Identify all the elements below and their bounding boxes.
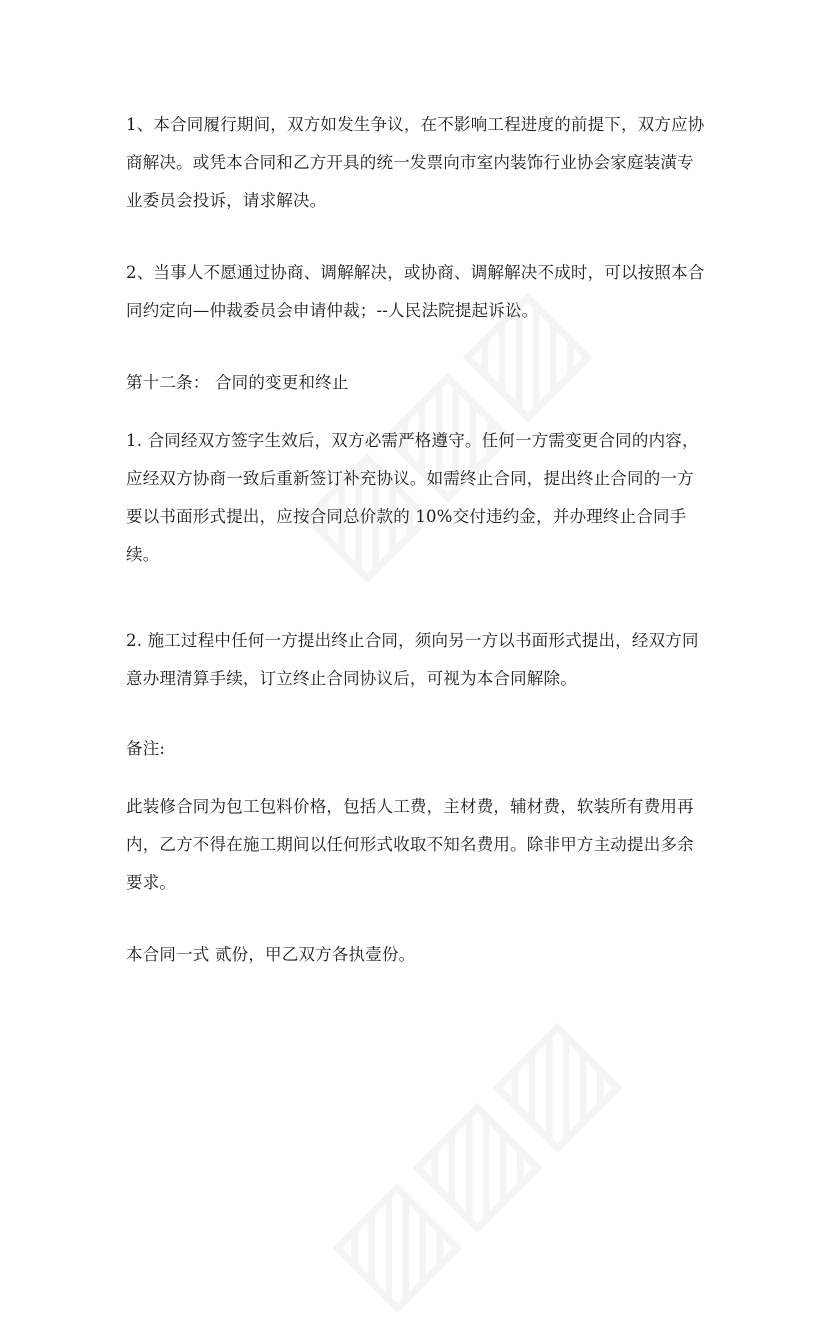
remarks-heading: 备注: [126,739,166,758]
paragraph-contract-termination: 2. 施工过程中任何一方提出终止合同，须向另一方以书面形式提出，经双方同意办理清算手续，订立终止合同协议后，可视为本合同解除。 [126,631,699,688]
watermark-icon [300,990,640,1330]
paragraph-dispute-negotiation: 1、本合同履行期间，双方如发生争议，在不影响工程进度的前提下，双方应协商解决。或凭本合同和乙方开具的统一发票向市室内装饰行业协会家庭装潢专业委员会投诉，请求解决。 [126,115,705,210]
paragraph-copies: 本合同一式 贰份，甲乙双方各执壹份。 [126,945,416,964]
paragraph-contract-change: 1. 合同经双方签字生效后，双方必需严格遵守。任何一方需变更合同的内容，应经双方协商一致后重新签订补充协议。如需终止合同，提出终止合同的一方要以书面形式提出，应按合同总价款的 10%交付违约金，并办理终止合同手续。 [126,431,699,564]
paragraph-remarks: 此装修合同为包工包料价格，包括人工费，主材费，辅材费，软装所有费用再内，乙方不得在施工期间以任何形式收取不知名费用。除非甲方主动提出多余要求。 [126,797,694,892]
section-heading-article-12: 第十二条： 合同的变更和终止 [126,373,349,392]
paragraph-dispute-arbitration: 2、当事人不愿通过协商、调解解决，或协商、调解解决不成时，可以按照本合同约定向—仲裁委员会申请仲裁；--人民法院提起诉讼。 [126,263,705,320]
